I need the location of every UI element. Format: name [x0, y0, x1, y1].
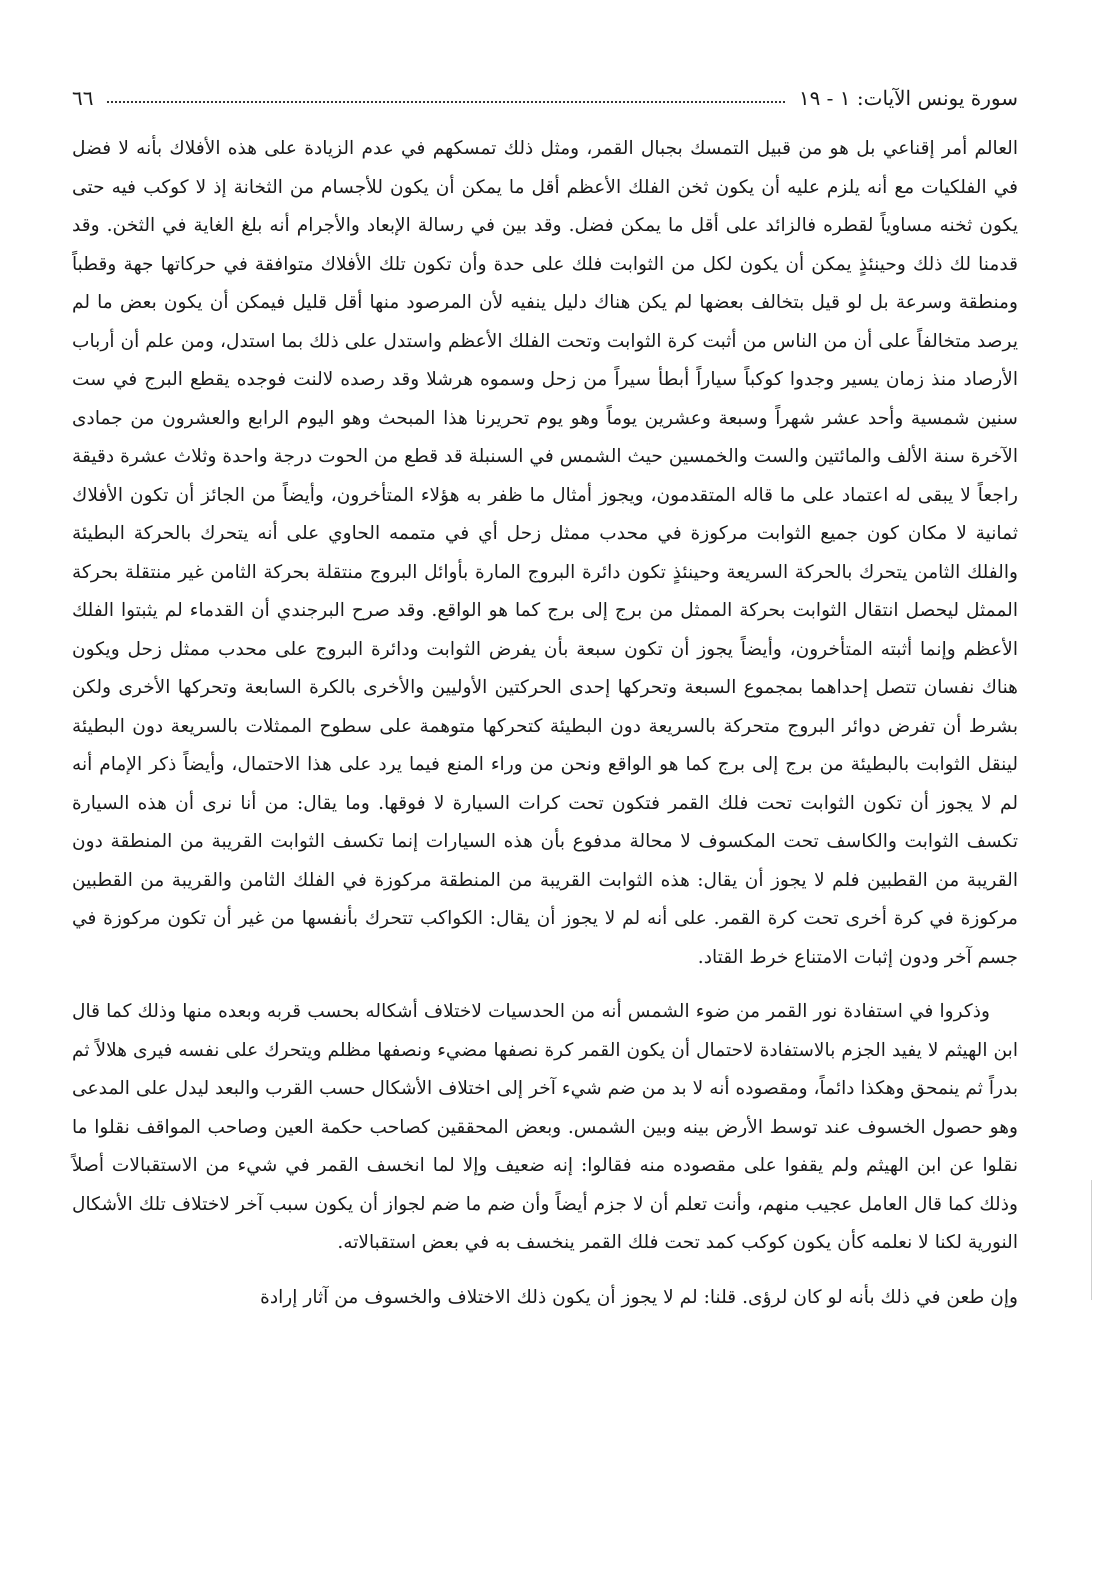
paragraph-3: وإن طعن في ذلك بأنه لو كان لرؤى. قلنا: لم لا يجوز أن يكون ذلك الاختلاف والخسوف من آثار إرادة [260, 1286, 1018, 1308]
header-dot-leader [107, 101, 784, 103]
surah-title: سورة يونس الآيات: ١ - ١٩ [798, 86, 1018, 110]
running-header [72, 80, 1018, 116]
page-number: ٦٦ [72, 86, 94, 110]
scan-edge-line [1091, 1180, 1092, 1300]
paragraph-1: العالم أمر إقناعي بل هو من قبيل التمسك بجبال القمر، ومثل ذلك تمسكهم في عدم الزيادة على هذه الأفلاك بأنه لا فضل في الفلكيات مع أنه يلزم عليه أن يكون ثخن الفلك الأعظم أقل ما يمكن أن يكون للأجسام من الثخانة إذ لا كوكب فيه حتى يكون ثخنه مساوياً لقطره فالزائد على أقل ما يمكن فضل. وقد بين في رسالة الإبعاد والأجرام أنه بلغ الغاية في الثخن. وقد قدمنا لك ذلك وحينئذٍ يمكن أن يكون لكل من الثوابت فلك على حدة وأن تكون تلك الأفلاك متوافقة في حركاتها جهة وقطباً ومنطقة وسرعة بل لو قيل بتخالف بعضها لم يكن هناك دليل ينفيه لأن المرصود منها أقل قليل فيمكن أن يكون بعض ما لم يرصد متخالفاً على أن من الناس من أثبت كرة الثوابت وتحت الفلك الأعظم واستدل على ذلك بما استدل، ومن علم أن أرباب الأرصاد منذ زمان يسير وجدوا كوكباً سياراً أبطأ سيراً من زحل وسموه هرشلا وقد رصده لالنت فوجده يقطع البرج في ست سنين شمسية وأحد عشر شهراً وسبعة وعشرين يوماً وهو يوم تحريرنا هذا المبحث وهو اليوم الرابع والعشرون من جمادى الآخرة سنة الألف والمائتين والست والخمسين حيث الشمس في السنبلة قد قطع من الحوت درجة واحدة وثلاث عشرة دقيقة راجعاً لا يبقى له اعتماد على ما قاله المتقدمون، ويجوز أمثال ما ظفر به هؤلاء المتأخرون، وأيضاً من الجائز أن تكون الأفلاك ثمانية لا مكان كون جميع الثوابت مركوزة في محدب ممثل زحل أي في متممه الحاوي على أنه يتحرك بالحركة البطيئة والفلك الثامن يتحرك بالحركة السريعة وحينئذٍ تكون دائرة البروج المارة بأوائل البروج منتقلة بحركة الثامن غير منتقلة بحركة الممثل ليحصل انتقال الثوابت بحركة الممثل من برج إلى برج كما هو الواقع. وقد صرح البرجندي أن القدماء لم يثبتوا الفلك الأعظم وإنما أثبته المتأخرون، وأيضاً يجوز أن تكون سبعة بأن يفرض الثوابت ودائرة البروج على محدب ممثل زحل ويكون هناك نفسان تتصل إحداهما بمجموع السبعة وتحركها إحدى الحركتين الأوليين والأخرى بالكرة السابعة وتحركها الأخرى ولكن بشرط أن تفرض دوائر البروج متحركة بالسريعة دون البطيئة كتحركها متوهمة على سطوح الممثلات بالسريعة دون البطيئة لينقل الثوابت بالبطيئة من برج إلى برج كما هو الواقع ونحن من وراء المنع فيما يرد على هذا الاحتمال، وأيضاً ذكر الإمام أنه لم لا يجوز أن تكون الثوابت تحت فلك القمر فتكون تحت كرات السيارة لا فوقها. وما يقال: من أنا نرى أن هذه السيارة تكسف الثوابت والكاسف تحت المكسوف لا محالة مدفوع بأن هذه السيارات إنما تكسف الثوابت القريبة من المنطقة دون القريبة من القطبين فلم لا يجوز أن يقال: هذه الثوابت القريبة من المنطقة مركوزة في الفلك الثامن والقريبة من القطبين مركوزة في كرة أخرى تحت كرة القمر. على أنه لم لا يجوز أن يقال: الكواكب تتحرك بأنفسها من غير أن تكون مركوزة في جسم آخر ودون إثبات الامتناع خرط القتاد. [72, 138, 1018, 968]
paragraph-2: وذكروا في استفادة نور القمر من ضوء الشمس أنه من الحدسيات لاختلاف أشكاله بحسب قربه وبعده منها وذلك كما قال ابن الهيثم لا يفيد الجزم بالاستفادة لاحتمال أن يكون القمر كرة نصفها مضيء ونصفها مظلم ويتحرك على نفسه فيرى هلالاً ثم بدراً ثم ينمحق وهكذا دائماً، ومقصوده أنه لا بد من ضم شيء آخر إلى اختلاف الأشكال حسب القرب والبعد ليدل على المدعى وهو حصول الخسوف عند توسط الأرض بينه وبين الشمس. وبعض المحققين كصاحب حكمة العين وصاحب المواقف نقلوا ما نقلوا عن ابن الهيثم ولم يقفوا على مقصوده منه فقالوا: إنه ضعيف وإلا لما انخسف القمر في شيء من الاستقبالات أصلاً وذلك كما قال العامل عجيب منهم، وأنت تعلم أن لا جزم أيضاً وأن ضم ما ضم لجواز أن يكون سبب آخر لاختلاف تلك الأشكال النورية لكنا لا نعلمه كأن يكون كوكب كمد تحت فلك القمر ينخسف به في بعض استقبالاته. [72, 1001, 1018, 1253]
main-text [72, 130, 1018, 1317]
book-page [72, 80, 1018, 1317]
